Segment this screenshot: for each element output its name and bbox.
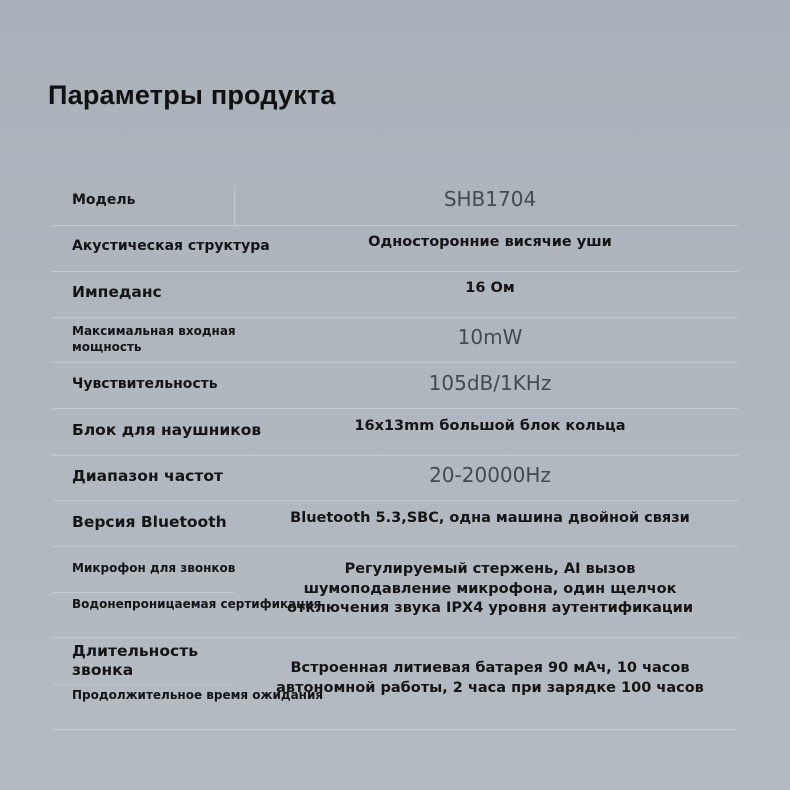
row-divider [52,546,738,547]
row-divider [52,455,738,456]
spec-label-impedance: Импеданс [72,283,162,301]
row-divider [52,592,234,593]
row-divider [52,637,738,638]
value-line: Встроенная литиевая батарея 90 мАч, 10 часов [290,660,690,676]
column-divider [234,186,235,228]
spec-value-acoustic: Односторонние висячие уши [368,234,612,250]
spec-value-battery [250,659,730,698]
row-divider [52,362,738,363]
row-divider [52,271,738,272]
spec-value-bluetooth: Bluetooth 5.3,SBC, одна машина двойной связи [290,510,690,526]
row-divider [52,408,738,409]
row-divider [52,684,234,685]
spec-value-max-power: 10mW [457,325,523,349]
spec-label-bluetooth: Версия Bluetooth [72,513,227,531]
spec-label-acoustic: Акустическая структура [72,238,270,254]
spec-value-impedance: 16 Ом [465,280,515,296]
spec-label-sensitivity: Чувствительность [72,376,218,392]
row-divider [52,225,738,226]
spec-label-model: Модель [72,192,136,208]
value-line: Регулируемый стержень, AI вызов [344,561,636,577]
spec-value-driver: 16x13mm большой блок кольца [354,418,626,434]
spec-label-max-power: Максимальная входная мощность [72,324,236,354]
spec-table [52,180,738,732]
spec-label-driver: Блок для наушников [72,421,262,439]
spec-label-frequency: Диапазон частот [72,467,223,485]
spec-value-model: SHB1704 [443,187,537,211]
row-divider [52,317,738,318]
spec-label-waterproof: Водонепроницаемая сертификация [72,597,322,611]
row-divider [52,729,738,730]
page-title: Параметры продукта [48,80,336,110]
spec-label-mic: Микрофон для звонков [72,561,236,575]
spec-value-mic-waterproof [250,560,730,619]
spec-label-standby-time: Продолжительное время ожидания [72,688,324,702]
spec-label-call-time: Длительность звонка [72,642,198,679]
row-divider [52,500,738,501]
value-line: отключения звука IPX4 уровня аутентификации [287,600,693,617]
value-line: шумоподавление микрофона, один щелчок [303,580,677,597]
spec-value-frequency: 20-20000Hz [429,463,551,487]
spec-value-sensitivity: 105dB/1KHz [428,371,552,395]
value-line: автономной работы, 2 часа при зарядке 100 часов [276,679,704,696]
